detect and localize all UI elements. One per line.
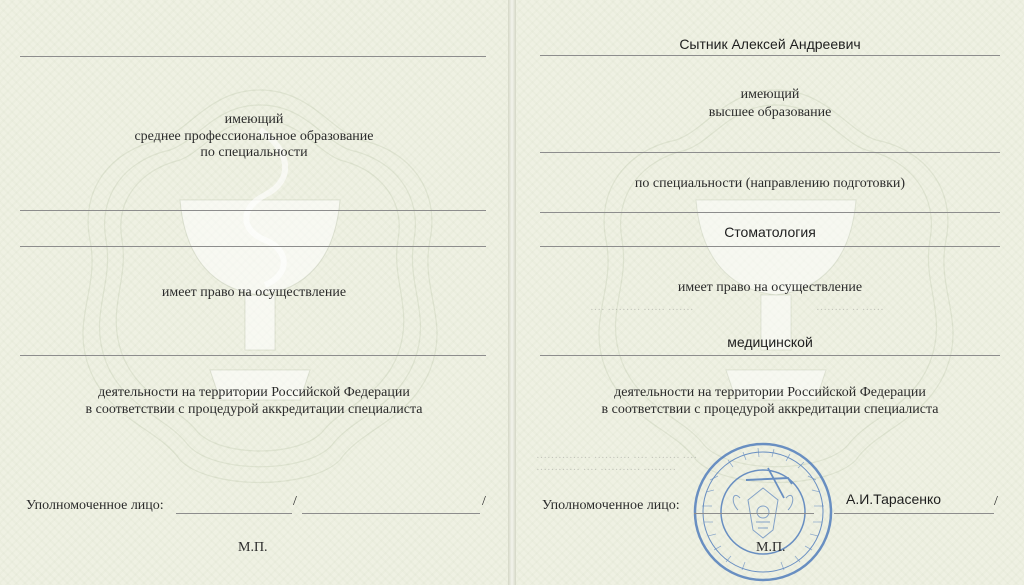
activity-line-1: деятельности на территории Российской Федерации [98,385,410,400]
bleed-through-text: ············ ···· ··········· ········· [536,464,677,476]
rule-line [540,152,1000,153]
activity-line-2: в соответствии с процедурой аккредитации специалиста [601,402,939,417]
specialty-value: Стоматология [724,224,816,240]
slash: / [994,494,998,509]
rule-line [20,56,486,57]
bleed-through-text: ···· ········· ······ ······· [590,304,694,316]
right-page [516,0,1024,585]
full-name: Сытник Алексей Андреевич [679,36,861,52]
slash: / [482,494,486,509]
rule-line [540,212,1000,213]
specialty-label: по специальности (направлению подготовки) [634,176,906,191]
having-label: имеющий [740,87,800,102]
authorized-person-label: Уполномоченное лицо: [542,498,680,513]
education-label: среднее профессиональное образование [134,129,374,144]
right-label: имеет право на осуществление [161,285,347,300]
name-line [302,513,480,514]
page-spine [508,0,516,585]
left-page [0,0,508,585]
right-label: имеет право на осуществление [677,280,863,295]
seal-place-label: М.П. [238,540,268,555]
bleed-through-text: ··············· ·········· ···· ········ ···· [536,452,698,464]
having-label: имеющий [224,112,284,127]
rule-line [20,246,486,247]
rule-line [540,246,1000,247]
specialty-label: по специальности [200,145,308,160]
authorized-person-label: Уполномоченное лицо: [26,498,164,513]
signature-line [176,513,292,514]
activity-line-2: в соответствии с процедурой аккредитации специалиста [85,402,423,417]
rule-line [20,355,486,356]
rule-line [20,210,486,211]
slash: / [293,494,297,509]
seal-place-label: М.П. [756,540,786,555]
name-line [834,513,994,514]
education-label: высшее образование [708,105,832,120]
activity-line-1: деятельности на территории Российской Федерации [614,385,926,400]
signature-line [694,513,814,514]
rule-line [540,355,1000,356]
rule-line [540,55,1000,56]
activity-type: медицинской [727,334,813,350]
authorized-person-name: А.И.Тарасенко [846,491,942,507]
bleed-through-text: ········· ·· ······ [816,304,884,316]
